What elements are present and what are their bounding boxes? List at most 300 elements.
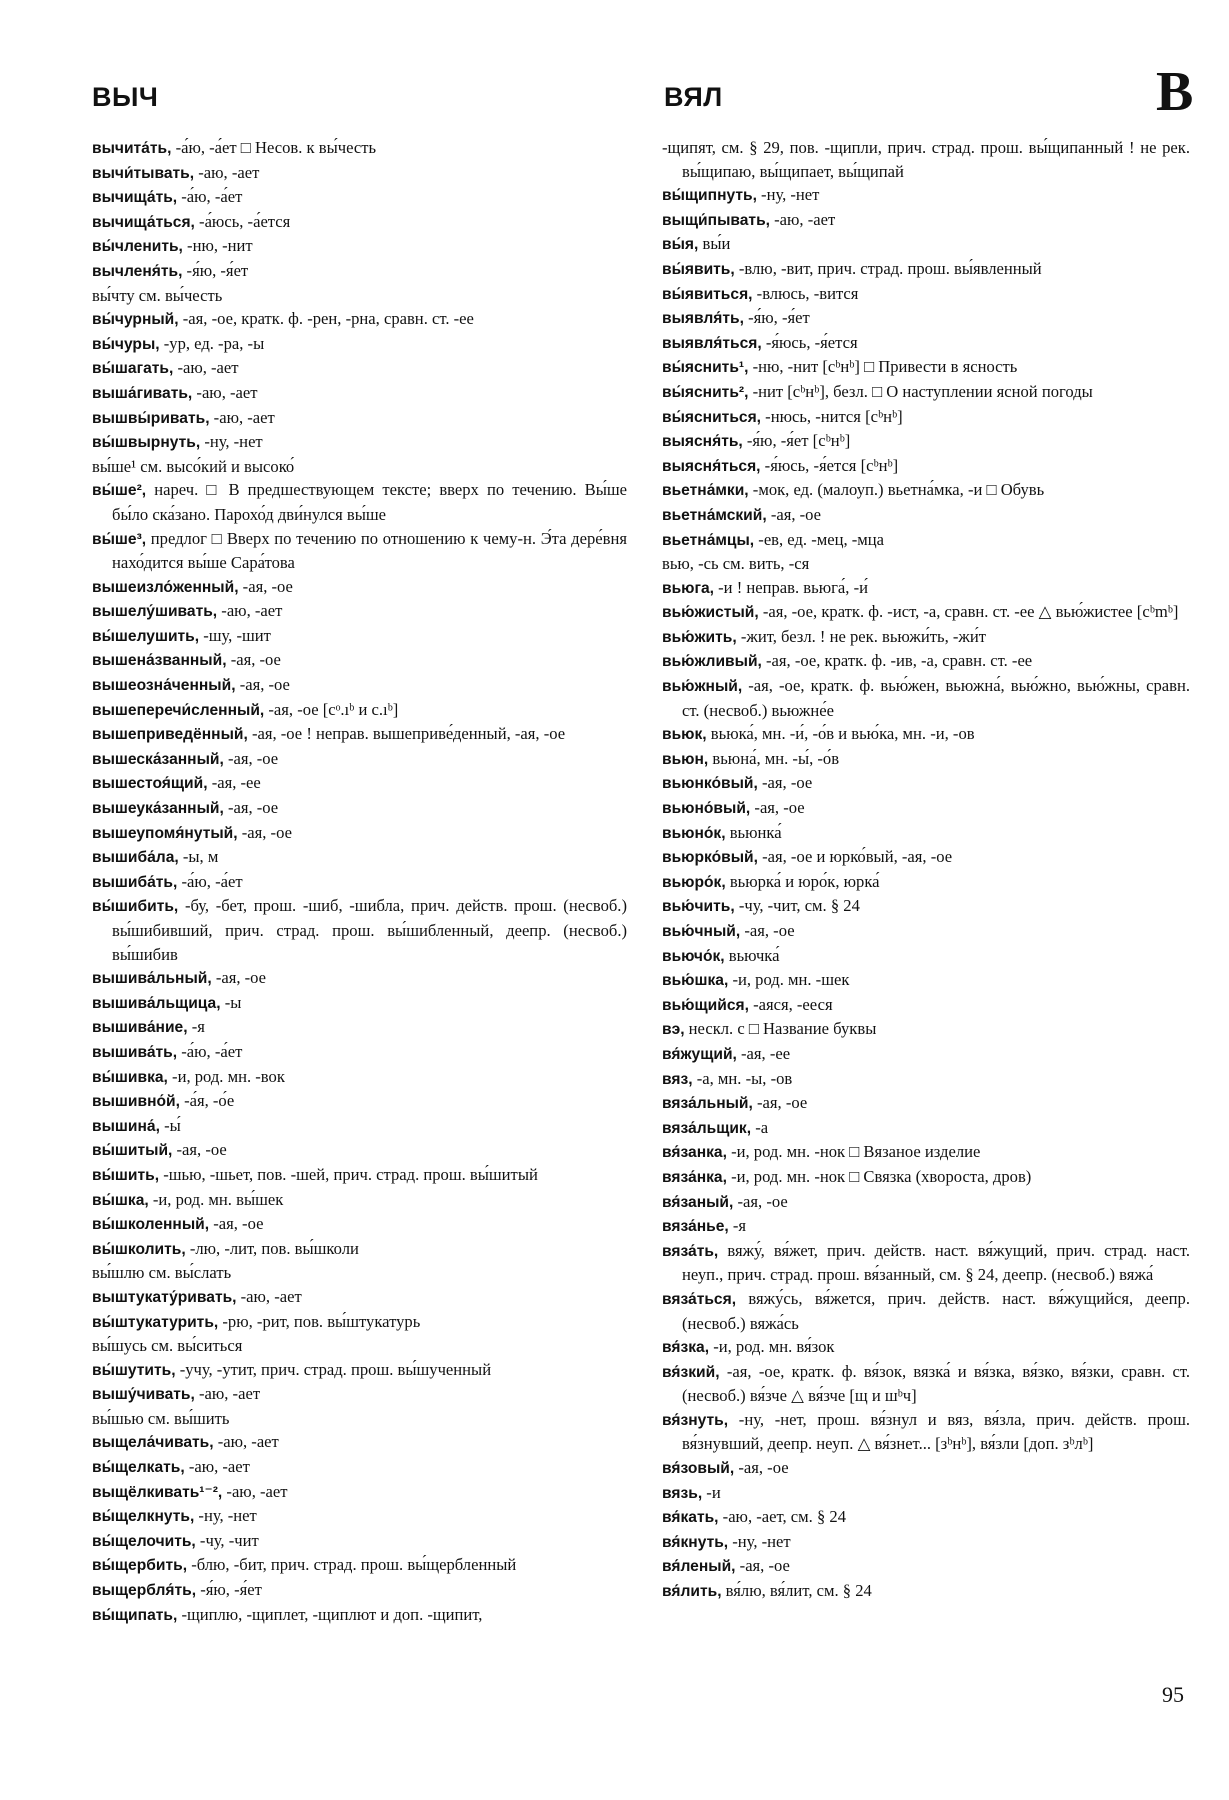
entry-headword: вью́жливый, [662,653,762,671]
entry-definition: -нюсь, -нится [сᵇнᵇ] [761,406,903,426]
dictionary-entry [662,380,1190,405]
entry-headword: вяз, [662,1070,693,1088]
running-head-right: ВЯЛ [664,82,723,112]
entry-headword: выясня́ться, [662,457,761,475]
dictionary-entry [662,1042,1190,1067]
dictionary-entry [662,747,1190,772]
entry-definition: -ая, -ое, кратк. ф. -ив, -а, сравн. ст. -ее [761,651,1033,671]
entry-definition: -аю, -ает [222,1481,288,1501]
entry-headword: вы́щелкать, [92,1459,185,1477]
entry-headword: вьюк, [662,726,707,744]
dictionary-entry [92,1114,627,1139]
dictionary-entry [92,1578,627,1603]
entry-headword: вя́зкий, [662,1363,720,1381]
entry-definition: -влю, -вит, прич. страд. прош. вы́явленный [734,258,1042,278]
entry-headword: выявля́ть, [662,310,744,328]
entry-headword: вышеупомя́нутый, [92,824,238,842]
entry-headword: вышеприведённый, [92,726,248,744]
dictionary-entry [662,968,1190,993]
dictionary-entry [662,796,1190,821]
entry-definition: -нит [сᵇнᵇ], безл. □ О наступлении ясной погоды [748,381,1093,401]
entry-headword: вя́кать, [662,1509,719,1527]
dictionary-entry [662,405,1190,430]
dictionary-entry [92,1407,627,1431]
entry-definition: -а́ю, -а́ет [177,1041,243,1061]
dictionary-entry [662,1190,1190,1215]
entry-definition: -и [702,1482,721,1502]
dictionary-entry [92,259,627,284]
entry-headword: вышивно́й, [92,1093,180,1111]
entry-definition: -ая, -ое [238,576,293,596]
entry-headword: вью́жить, [662,628,737,646]
entry-definition: -и, род. мн. -вок [167,1066,285,1086]
dictionary-entry [662,429,1190,454]
entry-definition: -ая, -ое [223,798,279,818]
dictionary-entry [662,282,1190,307]
dictionary-entry [92,1529,627,1554]
dictionary-entry [662,944,1190,969]
entry-definition: -ая, -ое [750,798,805,818]
entry-definition: -ур, ед. -ра, -ы [159,333,265,353]
entry-headword: выштукату́ривать, [92,1288,237,1306]
entry-headword: вы́шитый, [92,1142,173,1160]
entry-definition: -ев, ед. -мец, -мца [754,529,885,549]
entry-definition: -я́ю, -я́ет [743,308,810,328]
entry-definition: вы́шусь см. вы́ситься [92,1336,243,1356]
entry-headword: выясня́ть, [662,433,743,451]
entry-headword: вышива́льщица, [92,994,221,1012]
entry-headword: вышестоя́щий, [92,775,208,793]
entry-definition: -а́я, -о́е [179,1091,235,1111]
entry-definition: -лю, -лит, пов. вы́школи [185,1238,359,1258]
dictionary-entry [662,552,1190,576]
entry-headword: вышива́льный, [92,970,212,988]
dictionary-entry [92,1065,627,1090]
dictionary-entry [662,355,1190,380]
dictionary-entry [662,1091,1190,1116]
dictionary-entry [662,1505,1190,1530]
entry-definition: -я́ю, -я́ет [196,1580,262,1600]
entry-definition: -аю, -ает [194,162,260,182]
dictionary-entry [662,478,1190,503]
entry-headword: вы́чурный, [92,311,179,329]
entry-headword: вычи́тывать, [92,164,195,182]
dictionary-entry [92,845,627,870]
dictionary-entry [662,528,1190,553]
dictionary-entry [92,1163,627,1188]
entry-headword: вы́я, [662,236,699,254]
entry-headword: вы́яснить¹, [662,359,749,377]
entry-definition: -ну, -нет [200,432,263,452]
entry-headword: вышеука́занный, [92,800,224,818]
entry-definition: -ая, -ое [740,921,795,940]
entry-definition: -блю, -бит, прич. страд. прош. вы́щербленный [187,1555,517,1575]
entry-definition: -а́ю, -а́ет [177,871,243,891]
entry-definition: -ая, -ое [734,1458,789,1478]
entry-headword: вы́шка, [92,1191,149,1209]
entry-headword: вы́щипать, [92,1606,178,1624]
dictionary-entry [92,161,627,186]
dictionary-entry [662,232,1190,257]
entry-headword: вьюно́к, [662,824,726,842]
entry-definition: вьюрка́ и юро́к, юрка́ [725,871,880,891]
entry-definition: -ы [220,992,242,1012]
entry-headword: вы́чуры, [92,335,160,353]
entry-headword: вычища́ть, [92,189,178,207]
entry-headword: вя́знуть, [662,1411,729,1429]
entry-definition: -шью, -шьет, пов. -шей, прич. страд. прош. вы́шитый [159,1164,538,1184]
running-head-left: ВЫЧ [92,82,159,112]
entry-headword: выша́гивать, [92,384,193,402]
dictionary-entry [662,845,1190,870]
entry-definition: -ы́ [159,1115,181,1135]
entry-headword: вы́щербить, [92,1557,188,1575]
entry-headword: вя́жущий, [662,1045,737,1063]
entry-headword: вяза́нье, [662,1218,729,1236]
entry-definition: -ая, -ое [733,1191,788,1211]
entry-definition: -я [187,1017,205,1037]
dictionary-entry [662,1360,1195,1408]
entry-headword: вя́зка, [662,1339,710,1357]
dictionary-entry [662,1530,1190,1555]
entry-headword: вя́леный, [662,1558,736,1576]
entry-definition: -чу, -чит [195,1530,259,1550]
entry-definition: -ая, -ое, кратк. ф. -ист, -а, сравн. ст. -ее △ вью́жистее [сᵇmᵇ] [758,602,1179,622]
entry-headword: вышелу́шивать, [92,603,218,621]
entry-headword: вьюга, [662,579,714,597]
dictionary-entry [92,210,627,235]
entry-headword: вышеозна́ченный, [92,677,236,695]
dictionary-entry [662,136,1195,183]
entry-headword: вьюнко́вый, [662,775,758,793]
entry-definition: -ы, м [178,847,219,867]
entry-definition: -ая, -ое [735,1556,790,1576]
dictionary-entry [662,1579,1190,1604]
dictionary-entry [662,1140,1190,1165]
dictionary-entry [662,1165,1190,1190]
dictionary-entry [92,1237,627,1262]
entry-definition: -и, род. мн. -шек [728,970,850,990]
entry-headword: выщербля́ть, [92,1582,197,1600]
entry-headword: вышеска́занный, [92,750,224,768]
entry-headword: вычита́ть, [92,140,172,157]
entry-definition: -я́ю, -я́ет [сᵇнᵇ] [742,431,851,451]
entry-headword: вы́ше², [92,482,147,500]
entry-headword: вью́жистый, [662,604,759,622]
entry-headword: вязь, [662,1484,703,1502]
entry-definition: -ну, -нет [194,1506,257,1526]
entry-definition: -а [751,1117,769,1137]
dictionary-entry [662,1481,1190,1506]
dictionary-entry [92,1310,627,1335]
entry-definition: -ая, -ее [736,1043,791,1063]
entry-definition: вьюка́, мн. -и́, -о́в и вью́ка, мн. -и, -ов [706,724,975,744]
dictionary-entry [92,796,627,821]
entry-definition: -а, мн. -ы, -ов [692,1068,793,1088]
entry-definition: вы́шью см. вы́шить [92,1408,230,1428]
dictionary-entry [662,722,1190,747]
entry-definition: -а́юсь, -а́ется [194,211,291,231]
entry-definition: вьюна́, мн. -ы́, -о́в [708,748,840,768]
entry-definition: -я [728,1216,747,1236]
dictionary-entry [92,821,627,846]
entry-definition: -аю, -ает [194,1384,261,1404]
dictionary-entry [92,599,627,624]
entry-headword: вьючо́к, [662,947,725,965]
entry-definition: -щипят, см. § 29, пов. -щипли, прич. страд. прош. вы́щипанный ! не рек. вы́щипаю, вы́щипает, вы́щипай [662,138,1195,181]
entry-definition: -ну, -нет [756,185,820,205]
entry-definition: -аю, -ает [236,1286,302,1306]
dictionary-entry [92,284,627,308]
entry-headword: вы́щелочить, [92,1532,196,1550]
page-number: 95 [1162,1682,1184,1707]
entry-definition: -я́ю, -я́ет [182,260,249,280]
dictionary-entry [662,1287,1195,1335]
entry-headword: вя́зовый, [662,1460,735,1478]
entry-definition: вяжу́сь, вя́жется, прич. действ. наст. вя́жущийся, деепр. (несвоб.) вяжа́сь [682,1288,1195,1333]
entry-definition: -аю, -ает, см. § 24 [718,1507,847,1527]
dictionary-entry [92,1040,627,1065]
entry-definition: нареч. □ В предшествующем тексте; вверх по течению. Вы́ше бы́ло ска́зано. Парохо́д дви́нулся вы́ше [112,480,632,524]
entry-headword: вы́шибить, [92,898,179,916]
entry-headword: вьюн, [662,750,709,768]
entry-definition: вы́шлю см. вы́слать [92,1263,232,1283]
entry-headword: вышу́чивать, [92,1386,195,1404]
dictionary-entry [662,576,1190,601]
dictionary-entry [92,185,627,210]
entry-definition: вя́лю, вя́лит, см. § 24 [721,1581,872,1601]
dictionary-entry [92,1285,627,1310]
entry-headword: вы́шивка, [92,1068,168,1086]
dictionary-entry [662,649,1190,674]
entry-definition: -аю, -ает [173,358,239,378]
entry-headword: вью́шка, [662,972,729,990]
entry-definition: -и, род. мн. -нок □ Связка (хвороста, дров) [726,1166,1032,1186]
entry-definition: -аю, -ает [184,1457,250,1477]
entry-definition: -я́юсь, -я́ется [сᵇнᵇ] [760,455,899,475]
entry-headword: вя́заный, [662,1193,734,1211]
dictionary-entry [92,1382,627,1407]
dictionary-entry [92,1504,627,1529]
entry-definition: -аяся, -ееся [748,994,833,1014]
entry-definition: -ая, -ое [235,675,290,695]
entry-headword: выявля́ться, [662,334,762,352]
entry-definition: -рю, -рит, пов. вы́штукатурь [218,1311,421,1331]
entry-headword: вышина́, [92,1117,160,1135]
dictionary-entry [92,624,627,649]
entry-headword: вы́щелкнуть, [92,1508,195,1526]
dictionary-entry [92,648,627,673]
entry-definition: вяжу́, вя́жет, прич. действ. наст. вя́жущий, прич. страд. наст. неуп., прич. страд. прош. вя́занный, см. § 24, деепр. (несвоб.) вяжа́ [682,1240,1195,1285]
dictionary-entry [92,1188,627,1213]
dictionary-entry [92,1261,627,1285]
dictionary-entry [662,771,1190,796]
dictionary-entry [662,1456,1190,1481]
section-letter: В [1156,61,1194,123]
entry-headword: вычленя́ть, [92,262,183,280]
dictionary-entry [662,503,1190,528]
left-column [92,136,632,1627]
entry-headword: вью́щийся, [662,996,749,1014]
dictionary-entry [92,1553,627,1578]
entry-definition: -ая, -ое [172,1140,227,1160]
dictionary-entry [662,919,1190,944]
entry-headword: вы́яснить², [662,383,749,401]
entry-headword: вьетна́мский, [662,506,767,524]
entry-headword: вью́чить, [662,898,735,916]
entry-headword: вя́занка, [662,1144,727,1162]
dictionary-entry [662,870,1190,895]
dictionary-entry [662,674,1195,722]
entry-headword: вы́явить, [662,260,735,278]
dictionary-entry [662,454,1190,479]
entry-definition: -ню, -нит [сᵇнᵇ] □ Привести в ясность [748,357,1018,377]
dictionary-entry [662,600,1190,625]
dictionary-entry [92,307,627,332]
entry-headword: вяза́льный, [662,1095,753,1113]
entry-headword: вышиба́ть, [92,873,178,891]
entry-headword: вяза́нка, [662,1168,727,1186]
entry-definition: -ну, -нет [728,1531,791,1551]
entry-headword: вэ, [662,1021,685,1039]
entry-definition: -аю, -ает [213,1432,279,1452]
dictionary-entry [92,1455,627,1480]
entry-definition: -ая, -ое, кратк. ф. вя́зок, вязка́ и вя́зка, вя́зко, вя́зки, сравн. ст. (несвоб.) вя́зче △ вя́зче [щ и шᵇч] [682,1361,1195,1406]
entry-definition: -ню, -нит [182,236,253,256]
entry-headword: выщёлкивать¹⁻², [92,1483,223,1501]
entry-definition: вы́ше¹ см. высо́кий и высоко́ [92,456,295,476]
entry-definition: вьюнка́ [725,822,782,842]
entry-definition: -ая, -ое [209,1214,264,1234]
dictionary-entry [92,1212,627,1237]
entry-headword: вычища́ться, [92,213,195,231]
entry-definition: -ая, -ое [237,822,292,842]
entry-headword: вы́школенный, [92,1216,210,1234]
entry-definition: -и ! неправ. вьюга́, -и́ [714,577,868,597]
entry-definition: -и, род. мн. -нок □ Вязаное изделие [726,1142,981,1162]
entry-headword: вьюрко́вый, [662,849,758,867]
dictionary-entry [92,575,627,600]
dictionary-entry [92,894,632,966]
entry-headword: вы́ше³, [92,530,147,548]
entry-definition: -ая, -ое [223,748,279,768]
right-column [662,136,1195,1604]
entry-headword: вьюно́вый, [662,800,751,818]
entry-definition: -я́юсь, -я́ется [761,332,858,352]
entry-definition: -а́ю, -а́ет [177,187,243,207]
dictionary-entry [662,1554,1190,1579]
dictionary-entry [92,1603,627,1628]
entry-headword: вью́чный, [662,923,741,940]
entry-definition: -ну, -нет, прош. вя́знул и вяз, вя́зла, прич. действ. прош. вя́знувший, деепр. неуп. △ вя́знет... [зᵇнᵇ], вя́зли [доп. зᵇлᵇ] [682,1409,1195,1454]
entry-headword: вы́членить, [92,238,183,256]
entry-headword: вышеизло́женный, [92,578,239,596]
dictionary-entry [662,894,1190,919]
dictionary-entry [92,136,627,161]
dictionary-entry [662,1067,1190,1092]
entry-headword: вы́шелушить, [92,627,200,645]
entry-definition: -аю, -ает [209,407,275,427]
entry-definition: -ая, -ое [752,1093,808,1113]
dictionary-entry [662,993,1190,1018]
dictionary-entry [662,1214,1190,1239]
dictionary-entry [662,306,1190,331]
dictionary-entry [92,1334,627,1358]
entry-headword: вы́щипнуть, [662,187,757,205]
dictionary-entry [92,234,627,259]
entry-definition: вы́чту см. вы́честь [92,285,223,305]
dictionary-entry [92,430,627,455]
entry-definition: вы́и [698,234,731,254]
dictionary-entry [662,1408,1195,1456]
entry-headword: вьетна́мки, [662,482,749,500]
entry-headword: вышива́ть, [92,1043,178,1061]
dictionary-entry [92,356,627,381]
entry-headword: вы́шагать, [92,360,174,378]
dictionary-entry [662,257,1190,282]
dictionary-entry [92,527,632,575]
entry-headword: вяза́льщик, [662,1119,752,1137]
entry-definition: -а́ю, -а́ет □ Несов. к вы́честь [171,138,377,157]
entry-headword: вы́школить, [92,1240,186,1258]
dictionary-entry [92,455,627,479]
entry-definition: -щиплю, -щиплет, -щиплют и доп. -щипит, [177,1604,483,1624]
entry-definition: -аю, -ает [192,382,258,402]
dictionary-entry [662,821,1190,846]
dictionary-entry [662,1017,1190,1042]
entry-definition: предлог □ Вверх по течению по отношению к чему-н. Э́та дере́вня нахо́дится вы́ше Сара́това [112,528,632,573]
entry-definition: -влюсь, -вится [752,283,859,303]
entry-headword: вьюро́к, [662,873,726,891]
dictionary-entry [92,966,627,991]
dictionary-entry [662,331,1190,356]
dictionary-entry [662,208,1190,233]
dictionary-entry [92,1089,627,1114]
dictionary-entry [92,870,627,895]
entry-definition: нескл. с □ Название буквы [684,1019,877,1039]
entry-headword: выщела́чивать, [92,1434,214,1452]
dictionary-entry [92,478,632,526]
dictionary-entry [92,771,627,796]
entry-definition: -чу, -чит, см. § 24 [734,896,860,916]
dictionary-entry [662,625,1190,650]
dictionary-entry [92,406,627,431]
entry-definition: -аю, -ает [770,209,836,229]
entry-headword: вышена́званный, [92,652,227,670]
entry-headword: вы́шутить, [92,1361,176,1379]
entry-definition: -мок, ед. (малоуп.) вьетна́мка, -и □ Обувь [748,480,1045,500]
entry-definition: -и, род. мн. вы́шек [148,1189,284,1209]
entry-definition: вьючка́ [724,945,780,965]
entry-headword: вяза́ться, [662,1290,737,1308]
entry-headword: вы́ясниться, [662,408,762,426]
entry-definition: -ая, -ое ! неправ. вышеприве́денный, -ая, -ое [247,724,566,744]
entry-definition: -жит, безл. ! не рек. вьюжи́ть, -жи́т [736,626,986,646]
entry-headword: вышиба́ла, [92,849,179,867]
dictionary-entry [92,332,627,357]
entry-definition: -ая, -ое [757,773,813,793]
entry-headword: вышива́ние, [92,1019,188,1037]
entry-headword: вя́кнуть, [662,1533,729,1551]
dictionary-entry [92,1430,627,1455]
dictionary-entry [92,1138,627,1163]
entry-definition: -шу, -шит [199,625,271,645]
entry-definition: -аю, -ает [217,601,283,621]
entry-definition: вью, -сь см. вить, -ся [662,554,810,574]
entry-headword: вышеперечи́сленный, [92,701,265,719]
dictionary-entry [92,673,627,698]
entry-headword: выщи́пывать, [662,211,770,229]
